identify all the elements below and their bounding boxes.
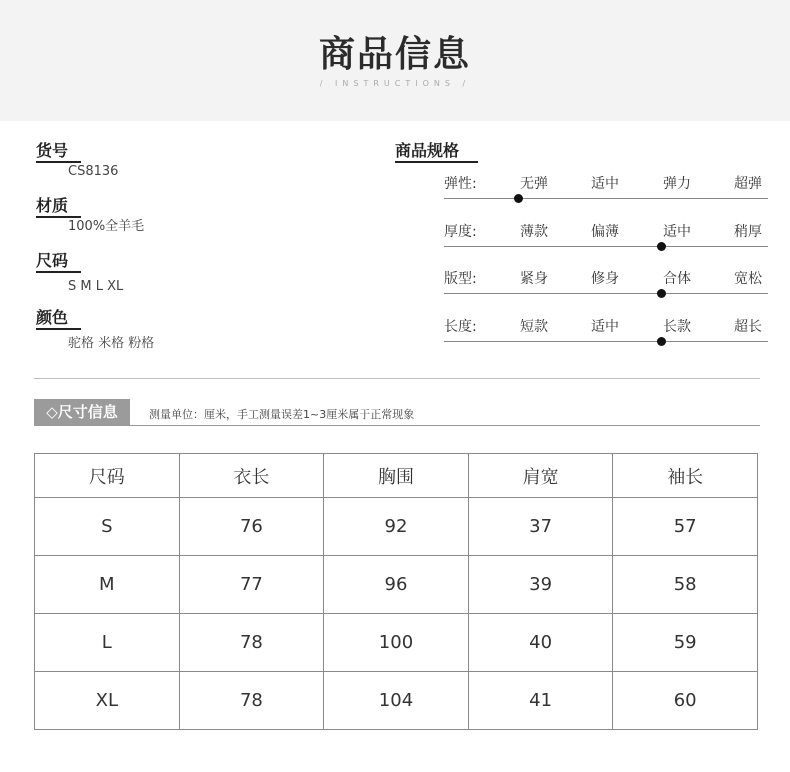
- table-cell: 37: [468, 498, 613, 556]
- spec-option: 合体: [663, 271, 691, 287]
- spec-title-underline: [395, 161, 478, 163]
- info-value: S M L XL: [68, 279, 124, 294]
- spec-option: 紧身: [520, 271, 548, 287]
- size-section-note: 测量单位：厘米，手工测量误差1~3厘米属于正常现象: [149, 408, 415, 421]
- spec-scale-line: [444, 341, 768, 342]
- section-divider: [34, 378, 760, 379]
- table-cell: 59: [613, 614, 758, 672]
- spec-option: 薄款: [520, 224, 548, 240]
- info-label: 材质: [36, 196, 69, 215]
- size-section-underline: [34, 425, 760, 426]
- table-cell: 57: [613, 498, 758, 556]
- info-label: 尺码: [36, 251, 69, 270]
- spec-option: 超弹: [734, 176, 762, 192]
- table-cell: 92: [324, 498, 469, 556]
- spec-option: 长款: [663, 319, 691, 335]
- table-row: [35, 556, 758, 614]
- spec-option: 适中: [591, 319, 619, 335]
- info-item-color: [36, 308, 154, 352]
- spec-option: 稍厚: [734, 224, 762, 240]
- spec-selected-dot: [657, 289, 666, 298]
- info-item-size: [36, 251, 123, 295]
- info-value: 100%全羊毛: [68, 219, 145, 234]
- spec-selected-dot: [657, 337, 666, 346]
- spec-row: [444, 316, 769, 346]
- table-cell: 41: [468, 672, 613, 730]
- spec-row-name: 厚度:: [444, 224, 477, 240]
- table-cell: 76: [179, 498, 324, 556]
- spec-scale-line: [444, 293, 768, 294]
- info-value: 驼格 米格 粉格: [68, 336, 155, 351]
- size-table-header: 肩宽: [468, 454, 613, 498]
- page-subtitle: / INSTRUCTIONS /: [319, 79, 471, 88]
- size-table-header: 袖长: [613, 454, 758, 498]
- spec-row-name: 长度:: [444, 319, 477, 335]
- table-cell: S: [35, 498, 180, 556]
- spec-row-name: 版型:: [444, 271, 477, 287]
- table-cell: 58: [613, 556, 758, 614]
- info-underline: [36, 271, 81, 273]
- table-cell: 40: [468, 614, 613, 672]
- table-cell: 77: [179, 556, 324, 614]
- spec-option: 无弹: [520, 176, 548, 192]
- spec-scale-line: [444, 246, 768, 247]
- info-value: CS8136: [68, 164, 119, 179]
- size-table-header: 衣长: [179, 454, 324, 498]
- page-header: [0, 0, 790, 121]
- table-cell: XL: [35, 672, 180, 730]
- table-row: [35, 614, 758, 672]
- spec-option: 适中: [663, 224, 691, 240]
- spec-option: 短款: [520, 319, 548, 335]
- size-table-header-row: [35, 454, 758, 498]
- spec-title: 商品规格: [395, 141, 460, 160]
- table-cell: 104: [324, 672, 469, 730]
- spec-option: 修身: [591, 271, 619, 287]
- table-cell: L: [35, 614, 180, 672]
- spec-option: 弹力: [663, 176, 691, 192]
- table-row: [35, 498, 758, 556]
- table-row: [35, 672, 758, 730]
- spec-option: 宽松: [734, 271, 762, 287]
- spec-row: [444, 221, 769, 251]
- spec-selected-dot: [657, 242, 666, 251]
- info-underline: [36, 216, 81, 218]
- spec-option: 超长: [734, 319, 762, 335]
- table-cell: M: [35, 556, 180, 614]
- table-cell: 78: [179, 672, 324, 730]
- info-underline: [36, 328, 81, 330]
- spec-option: 适中: [591, 176, 619, 192]
- table-cell: 60: [613, 672, 758, 730]
- spec-selected-dot: [514, 194, 523, 203]
- size-table-header: 胸围: [324, 454, 469, 498]
- spec-option: 偏薄: [591, 224, 619, 240]
- spec-scale-line: [444, 198, 768, 199]
- table-cell: 78: [179, 614, 324, 672]
- table-cell: 100: [324, 614, 469, 672]
- spec-row-name: 弹性:: [444, 176, 477, 192]
- info-item-number: [36, 141, 118, 180]
- spec-row: [444, 268, 769, 298]
- info-label: 颜色: [36, 308, 69, 327]
- page-title: 商品信息: [318, 34, 471, 75]
- table-cell: 96: [324, 556, 469, 614]
- spec-row: [444, 173, 769, 203]
- info-item-material: [36, 196, 144, 235]
- size-table-header: 尺码: [35, 454, 180, 498]
- size-section-tag: ◇尺寸信息: [34, 399, 130, 425]
- size-table: [34, 453, 758, 730]
- info-label: 货号: [36, 141, 69, 160]
- table-cell: 39: [468, 556, 613, 614]
- info-underline: [36, 161, 81, 163]
